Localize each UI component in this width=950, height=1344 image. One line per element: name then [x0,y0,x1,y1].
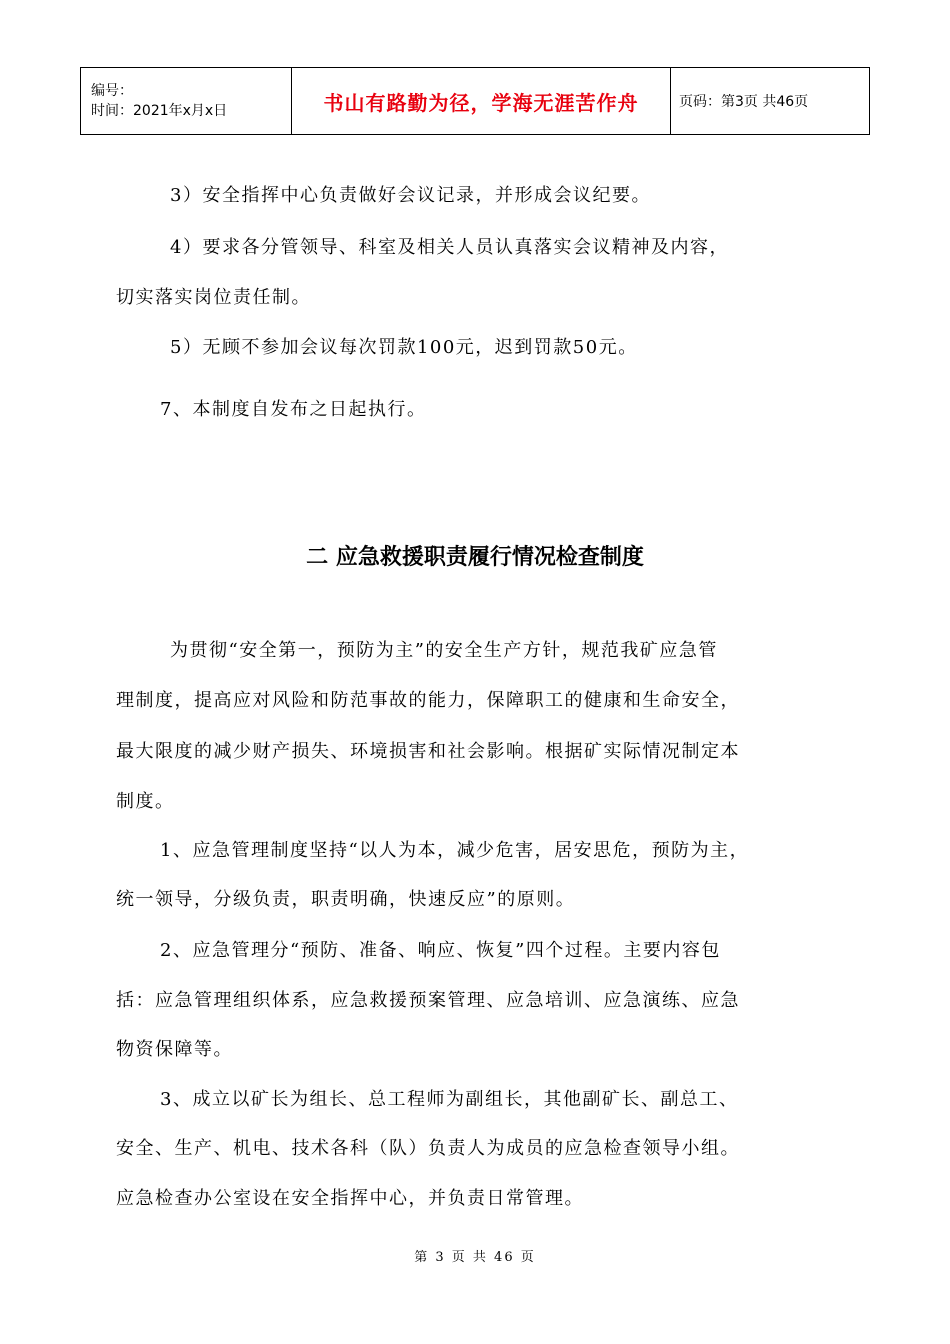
paragraph-line: 为贯彻“安全第一，预防为主”的安全生产方针，规范我矿应急管 [170,640,718,661]
paragraph-line: 统一领导，分级负责，职责明确，快速反应”的原则。 [116,889,576,910]
document-header [80,67,870,135]
body-line: 7、本制度自发布之日起执行。 [160,399,427,420]
body-line: 3）安全指挥中心负责做好会议记录，并形成会议纪要。 [170,185,651,206]
number-label: 编号： [91,83,133,99]
paragraph-line: 2、应急管理分“预防、准备、响应、恢复”四个过程。主要内容包 [160,940,721,961]
body-line: 切实落实岗位责任制。 [116,287,311,308]
paragraph-line: 安全、生产、机电、技术各科（队）负责人为成员的应急检查领导小组。 [116,1138,740,1159]
header-page-code: 页码：第3页 共46页 [671,68,870,135]
time-label: 时间：2021年x月x日 [91,103,228,119]
paragraph-line: 应急检查办公室设在安全指挥中心，并负责日常管理。 [116,1188,584,1209]
paragraph-line: 最大限度的减少财产损失、环境损害和社会影响。根据矿实际情况制定本 [116,741,740,762]
paragraph-line: 括：应急管理组织体系，应急救援预案管理、应急培训、应急演练、应急 [116,990,740,1011]
body-line: 4）要求各分管领导、科室及相关人员认真落实会议精神及内容， [170,237,729,258]
paragraph-line: 物资保障等。 [116,1039,233,1060]
paragraph-line: 理制度，提高应对风险和防范事故的能力，保障职工的健康和生命安全， [116,690,740,711]
header-motto: 书山有路勤为径，学海无涯苦作舟 [292,68,671,135]
paragraph-line: 制度。 [116,791,175,812]
body-line: 5）无顾不参加会议每次罚款100元，迟到罚款50元。 [170,337,638,358]
paragraph-line: 3、成立以矿长为组长、总工程师为副组长，其他副矿长、副总工、 [160,1089,739,1110]
paragraph-line: 1、应急管理制度坚持“以人为本，减少危害，居安思危，预防为主， [160,840,750,861]
section-heading: 二 应急救援职责履行情况检查制度 [306,545,644,570]
page-footer: 第 3 页 共 46 页 [414,1250,536,1265]
header-meta [81,68,292,135]
